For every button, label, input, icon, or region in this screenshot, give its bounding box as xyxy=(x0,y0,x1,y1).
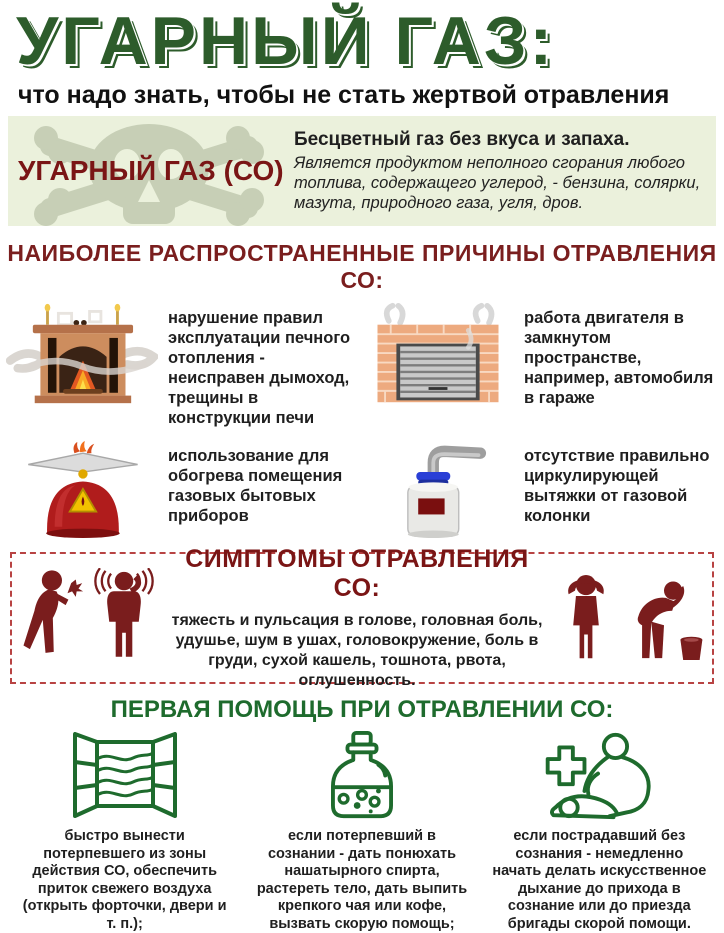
cause-text: использование для обогрева помещения газовых бытовых приборов xyxy=(168,447,343,525)
first-aid-title: ПЕРВАЯ ПОМОЩЬ ПРИ ОТРАВЛЕНИИ СО: xyxy=(110,696,614,723)
cpr-first-aid-icon xyxy=(524,730,674,822)
ear-ringing-person-icon xyxy=(88,568,160,668)
symptoms-text: тяжесть и пульсация в голове, головная боль, удушье, шум в ушах, головокружение, боль в груди, сухой кашель, тошнота, рвота, оглушенность. xyxy=(171,612,543,689)
symptoms-title: СИМПТОМЫ ОТРАВЛЕНИЯ СО: xyxy=(185,545,529,602)
vomiting-person-icon xyxy=(622,568,706,668)
gas-water-heater-icon xyxy=(362,440,514,538)
fireplace-icon xyxy=(6,302,158,406)
causes-grid xyxy=(6,302,718,538)
page-subtitle: что надо знать, чтобы не стать жертвой отравления xyxy=(18,81,670,109)
definition-box xyxy=(8,116,716,226)
cause-text: работа двигателя в замкнутом пространстве, например, автомобиля в гараже xyxy=(524,309,714,407)
cause-text: нарушение правил эксплуатации печного отопления - неисправен дымоход, трещины в конструкции печи xyxy=(168,309,351,427)
aid-text: быстро вынести потерпевшего из зоны действия СО, обеспечить приток свежего воздуха (открыть форточки, двери и т. п.); xyxy=(22,828,227,932)
staggering-person-icon xyxy=(18,568,84,668)
cause-fireplace xyxy=(6,302,362,428)
gas-camping-stove-icon xyxy=(6,440,158,538)
aid-text: если пострадавший без сознания - немедленно начать делать искусственное дыхание до прихода в сознание или до приезда бригады скорой помощи. xyxy=(492,828,707,932)
open-window-icon xyxy=(69,730,181,822)
cause-gas-stove xyxy=(6,440,362,538)
cause-garage xyxy=(362,302,718,428)
definition-left xyxy=(18,126,284,216)
aid-cpr xyxy=(481,730,718,933)
cause-text: отсутствие правильно циркулирующей вытяжки от газовой колонки xyxy=(524,447,710,525)
page-title: УГАРНЫЙ ГАЗ: xyxy=(16,3,556,79)
aid-text: если потерпевший в сознании - дать понюхать нашатырного спирта, растереть тело, дать выпить крепкого чая или кофе, вызвать скорую помощь; xyxy=(256,828,468,932)
aid-fresh-air xyxy=(6,730,243,933)
garage-door-icon xyxy=(362,302,514,406)
definition-italic-line: Является продуктом неполного сгорания любого топлива, содержащего углерод, - бензина, солярки, мазута, природного газа, угля, дров. xyxy=(294,154,701,212)
symptoms-center xyxy=(162,545,552,691)
first-aid-grid xyxy=(6,730,718,933)
first-aid-section xyxy=(0,696,724,933)
symptom-figures-left xyxy=(18,568,160,668)
aid-ammonia xyxy=(243,730,480,933)
symptoms-box xyxy=(10,545,714,689)
header xyxy=(0,0,724,110)
symptom-figures-right xyxy=(554,568,706,668)
definition-text xyxy=(294,126,702,216)
definition-label: УГАРНЫЙ ГАЗ (СО) xyxy=(18,155,284,186)
ammonia-bottle-icon xyxy=(316,730,408,822)
cause-water-heater xyxy=(362,440,718,538)
causes-title: НАИБОЛЕЕ РАСПРОСТРАНЕННЫЕ ПРИЧИНЫ ОТРАВЛЕНИЯ СО: xyxy=(7,240,717,293)
headache-person-icon xyxy=(554,568,618,668)
causes-section xyxy=(0,240,724,538)
definition-bold-line: Бесцветный газ без вкуса и запаха. xyxy=(294,129,630,150)
